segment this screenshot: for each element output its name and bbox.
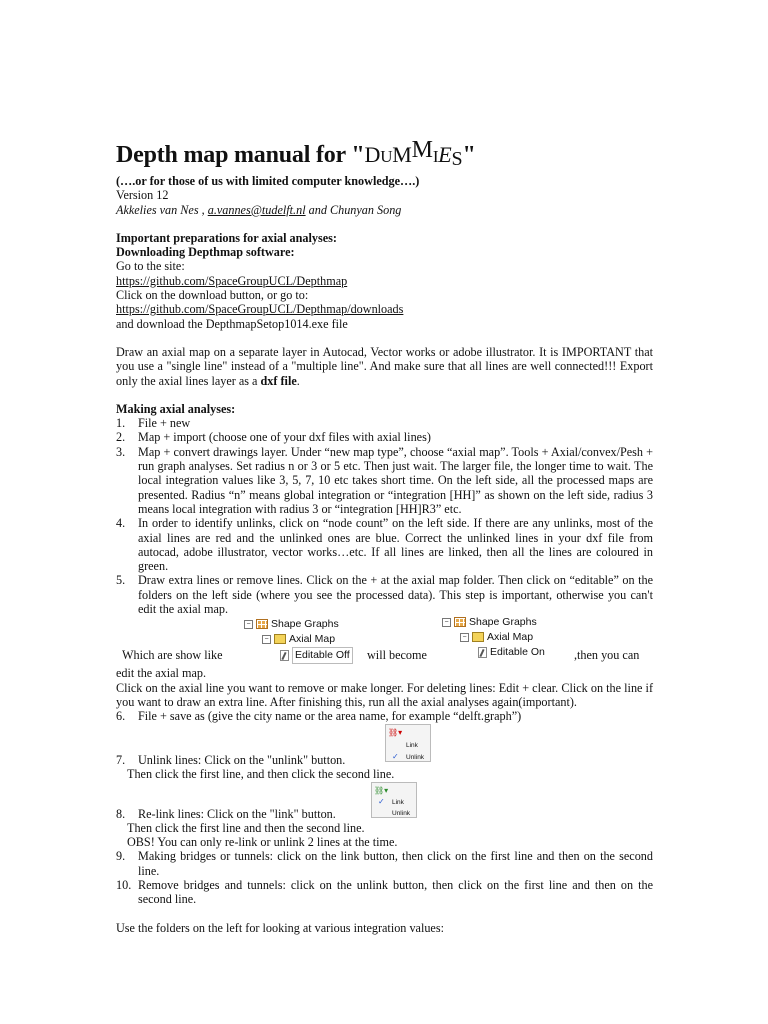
collapse-icon[interactable]: − <box>460 633 469 642</box>
check-icon: ✓ <box>378 796 385 806</box>
authors: Akkelies van Nes , a.vannes@tudelft.nl and Chunyan Song <box>116 202 402 217</box>
unlink-option[interactable]: Unlink <box>406 753 425 761</box>
version: Version 12 <box>116 188 169 203</box>
list-item: 6. File + save as (give the city name or the area name, for example “delft.graph”) <box>116 709 522 724</box>
obs-text: OBS! You can only re-link or unlink 2 lines at the time. <box>127 835 398 850</box>
link-tool-icon: ⛓▾ <box>374 785 389 795</box>
download-file-text: and download the DepthmapSetop1014.exe file <box>116 316 348 331</box>
will-become-text: will become <box>367 648 427 663</box>
tree-editable-on: − Shape Graphs − Axial Map Editable On <box>442 614 612 664</box>
download-heading: Downloading Depthmap software: <box>116 245 295 260</box>
steps-list-final <box>116 849 653 906</box>
list-item: 3. Map + convert drawings layer. Under “new map type”, choose “axial map”. Tools + Axial/convex/Pesh + run graph analyses. Set radius n or 3 or 5 etc. Then just wait. The larger file, the longer time to wait. The local integration values like 3, 5, 7, 10 etc takes short time. On the left side, all the processed maps are presented. Radius “n” means global integration or “integration [HH]” as shown on the left side, radius 3 means local integration with radius 3 or “integration [HH]R3” etc. <box>116 444 653 516</box>
collapse-icon[interactable]: − <box>442 618 451 627</box>
download-text: Click on the download button, or go to: <box>116 288 309 303</box>
steps-list <box>116 416 653 616</box>
editable-on-item[interactable]: Editable On <box>490 646 545 659</box>
list-item: 4. In order to identify unlinks, click on “node count” on the left side. If there are any unlinks, most of the axial lines are red and the unlinked ones are blue. Correct the unlinked lines in your dxf file from autocad, adobe illustrator, vector works…etc. If all lines are linked, then all the lines are coloured in green. <box>116 516 653 574</box>
downloads-link[interactable]: https://github.com/SpaceGroupUCL/Depthmap/downloads <box>116 302 404 317</box>
unlink-after-text: Then click the first line, and then click the second line. <box>127 766 395 781</box>
link-button-menu[interactable] <box>371 782 417 818</box>
list-item: 5. Draw extra lines or remove lines. Click on the + at the axial map folder. Then click on “editable” on the folders on the left side (where you see the processed data). This step is important, otherwise you can't edit the axial map. <box>116 573 653 617</box>
link-option[interactable]: Link <box>406 741 418 749</box>
editable-illustration-line <box>116 616 653 666</box>
folders-text: Use the folders on the left for looking at various integration values: <box>116 920 444 935</box>
editable-off-item[interactable]: Editable Off <box>292 647 353 663</box>
edit-pencil-icon[interactable] <box>280 650 289 661</box>
unlink-option[interactable]: Unlink <box>392 809 411 817</box>
email-link[interactable]: a.vannes@tudelft.nl <box>207 202 306 217</box>
axial-map-icon <box>472 632 484 642</box>
then-edit-text: ,then you can <box>574 648 640 663</box>
page-title: Depth map manual for "DUMMIES" <box>116 137 476 170</box>
goto-text: Go to the site: <box>116 259 185 274</box>
list-item: 10. Remove bridges and tunnels: click on the unlink button, then click on the first line and then on the second line. <box>116 877 653 907</box>
unlink-step: 7. Unlink lines: Click on the "unlink" button. ⛓▾ Link ✓ Unlink <box>116 724 653 767</box>
list-item: 9. Making bridges or tunnels: click on the link button, then click on the first line and then on the second line. <box>116 849 653 878</box>
edit-pencil-icon[interactable] <box>478 647 487 658</box>
unlink-button-menu[interactable] <box>385 724 431 762</box>
list-item: 1. File + new <box>116 416 191 431</box>
collapse-icon[interactable]: − <box>244 620 253 629</box>
shape-graphs-icon <box>256 619 268 629</box>
tree-editable-off: − Shape Graphs − Axial Map Editable Off <box>244 616 414 666</box>
axial-map-icon <box>274 634 286 644</box>
link-option[interactable]: Link <box>392 798 404 806</box>
manual-page <box>116 137 653 935</box>
edit-axial-text: edit the axial map. <box>116 666 207 681</box>
relink-step: 8. Re-link lines: Click on the "link" button. ⛓▾ ✓ Link Unlink <box>116 781 653 821</box>
subtitle: (….or for those of us with limited computer knowledge….) <box>116 174 420 188</box>
check-icon: ✓ <box>392 751 399 761</box>
github-link[interactable]: https://github.com/SpaceGroupUCL/Depthmap <box>116 273 348 288</box>
shape-graphs-icon <box>454 617 466 627</box>
link-tool-icon: ⛓▾ <box>388 727 403 737</box>
making-heading: Making axial analyses: <box>116 401 236 416</box>
collapse-icon[interactable]: − <box>262 635 271 644</box>
draw-paragraph: Draw an axial map on a separate layer in Autocad, Vector works or adobe illustrator. It is IMPORTANT that you use a "single line" instead of a "multiple line". And make sure that all lines are well connected!!! Export only the axial lines layer as a dxf file. <box>116 344 653 388</box>
which-show-text: Which are show like <box>122 648 223 663</box>
preparations-heading: Important preparations for axial analyses: <box>116 230 337 245</box>
click-axial-paragraph: Click on the axial line you want to remove or make longer. For deleting lines: Edit + clear. Click on the line if you want to draw an extra line. After finishing this, run all the axial analyses again(important). <box>116 680 653 709</box>
steps-list-continued <box>116 709 653 723</box>
relink-after-text: Then click the first line and then the second line. <box>127 820 365 835</box>
list-item: 2. Map + import (choose one of your dxf files with axial lines) <box>116 430 431 445</box>
